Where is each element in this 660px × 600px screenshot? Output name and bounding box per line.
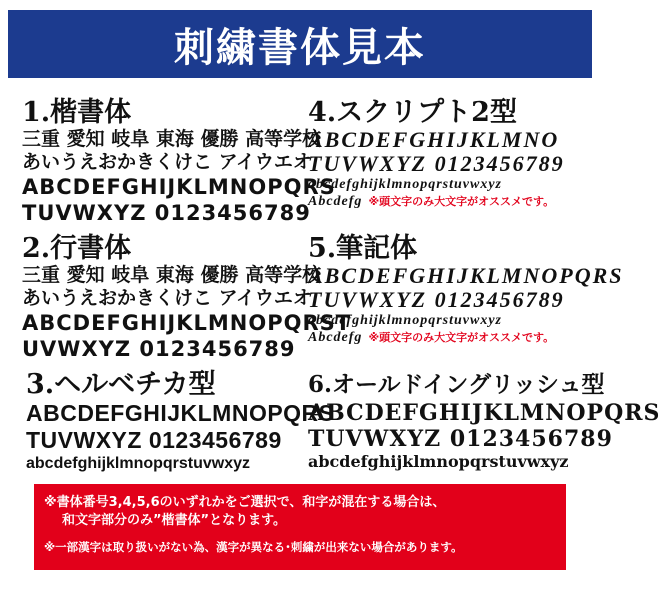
sample-line: abcdefghijklmnopqrstuvwxyz [308,177,503,192]
sample-line: ABCDEFGHIJKLMNOPQRST [22,311,352,335]
section-cursive [308,233,624,346]
header-bar [8,6,592,78]
sample-line: ABCDEFGHIJKLMNOPQRS [22,175,336,199]
capital-note: ※頭文字のみ大文字がオススメです。 [368,331,555,344]
sample-line: ABCDEFGHIJKLMNO [308,127,560,152]
notice-line: ※一部漢字は取り扱いがない為、漢字が異なる･刺繍が出来ない場合があります。 [44,540,463,554]
sample-line: あいうえおかきくけこ アイウエオ [22,151,312,173]
sample-line: abcdefghijklmnopqrstuvwxyz [26,455,251,472]
section-title: 5.筆記体 [308,233,418,264]
sample-line: ABCDEFGHIJKLMNOPQRS [26,400,335,426]
sample-text: Abcdefg [308,194,363,209]
section-title: 6.オールドイングリッシュ型 [308,371,605,398]
sample-line: abcdefghijklmnopqrstuvwxyz [308,313,503,328]
sample-line: TUVWXYZ 0123456789 [26,427,282,453]
sample-line-with-note [308,329,593,346]
sample-line: あいうえおかきくけこ アイウエオ [22,287,312,309]
section-title: 2.行書体 [22,233,132,264]
footer-notice [34,484,566,570]
section-script2 [308,98,593,210]
sample-line: 三重 愛知 岐阜 東海 優勝 高等学校 [22,128,322,150]
sample-line: ABCDEFGHIJKLMNOPQRS [308,263,624,288]
section-old-english [308,370,660,472]
sample-line: abcdefghijklmnopqrstuvwxyz [308,452,569,471]
sample-line: 三重 愛知 岐阜 東海 優勝 高等学校 [22,264,322,286]
section-title: 4.スクリプト2型 [308,97,517,128]
sample-text: Abcdefg [308,330,363,345]
section-gyosho [22,233,352,362]
sample-line: ABCDEFGHIJKLMNOPQRS [308,400,660,426]
sample-line: TUVWXYZ 0123456789 [308,151,565,176]
section-title: 3.ヘルベチカ型 [26,369,216,400]
page-title: 刺繍書体見本 [174,24,426,71]
sample-line: UVWXYZ 0123456789 [22,337,296,361]
sample-line: TUVWXYZ 0123456789 [308,287,565,312]
sample-line: TUVWXYZ 0123456789 [308,426,613,452]
section-kaisho [22,97,336,226]
sample-line-with-note [308,193,593,210]
section-title: 1.楷書体 [22,97,132,128]
notice-line: 和文字部分のみ”楷書体”となります。 [62,513,287,528]
header [0,0,600,76]
capital-note: ※頭文字のみ大文字がオススメです。 [368,195,555,208]
section-helvetica [26,369,335,474]
notice-line: ※書体番号3,4,5,6のいずれかをご選択で、和字が混在する場合は、 [44,495,446,510]
sample-line: TUVWXYZ 0123456789 [22,201,311,225]
